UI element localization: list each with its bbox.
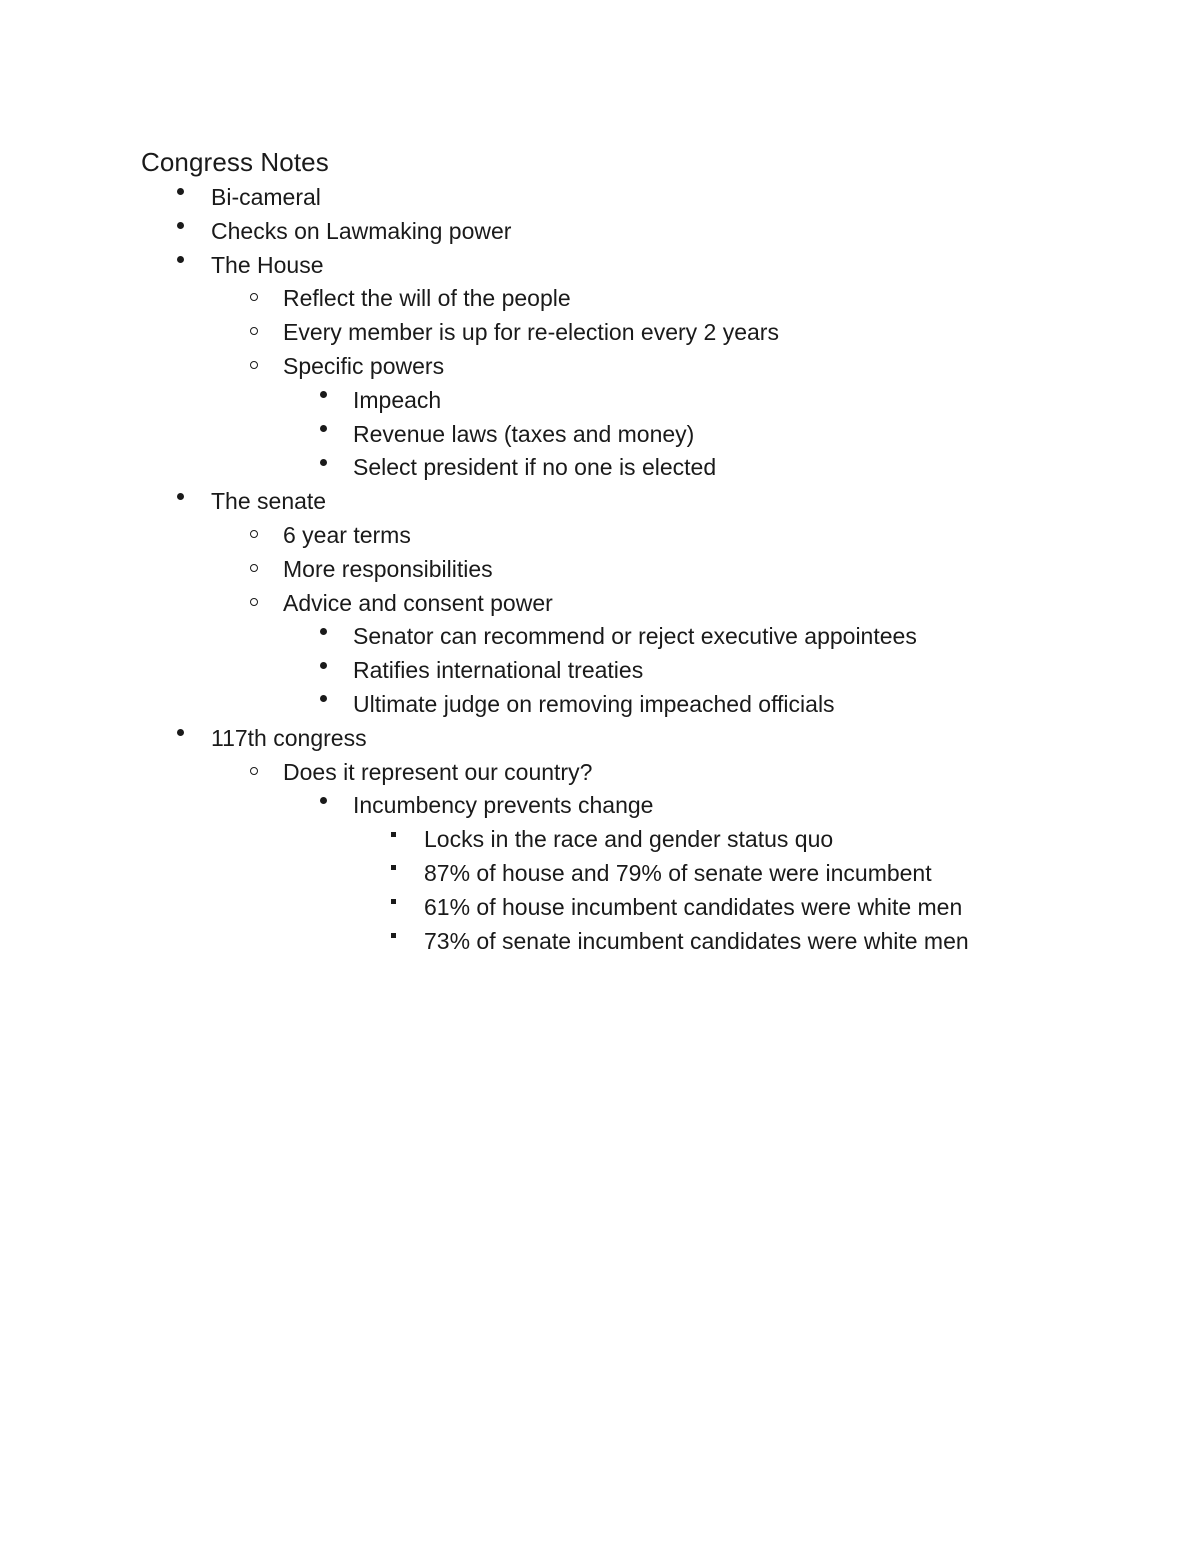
list-item: [0, 653, 1200, 687]
disc-bullet-icon: [172, 214, 188, 248]
list-item: [0, 755, 1200, 789]
circle-bullet-icon: [246, 586, 262, 620]
list-item: [0, 484, 1200, 518]
list-item-text: 6 year terms: [283, 522, 411, 548]
circle-bullet-icon: [246, 349, 262, 383]
list-item-text: 61% of house incumbent candidates were white men: [424, 893, 963, 920]
list-item: [0, 890, 1200, 924]
list-item: [0, 383, 1200, 417]
list-item: [0, 619, 1200, 653]
list-item: [0, 552, 1200, 586]
list-item-text: Does it represent our country?: [283, 758, 593, 785]
list-item-text: Reflect the will of the people: [283, 285, 571, 312]
circle-bullet-icon: [246, 518, 262, 552]
list-item: [0, 180, 1200, 214]
list-item-text: Every member is up for re-election every 2 years: [283, 319, 779, 346]
list-item: [0, 518, 1200, 552]
square-bullet-icon: [385, 890, 401, 924]
square-bullet-icon: [385, 924, 401, 958]
list-item-text: The senate: [211, 488, 327, 515]
list-item: [0, 349, 1200, 383]
list-item-text: 73% of senate incumbent candidates were white men: [424, 927, 969, 954]
list-item: [0, 687, 1200, 721]
disc-bullet-icon: [172, 248, 188, 282]
list-item: [0, 586, 1200, 620]
list-item-text: Checks on Lawmaking power: [211, 217, 512, 244]
list-item-text: Incumbency prevents change: [353, 792, 654, 819]
list-item-text: Locks in the race and gender status quo: [424, 826, 834, 853]
disc-bullet-icon: [172, 484, 188, 518]
circle-bullet-icon: [246, 281, 262, 315]
list-item: [0, 822, 1200, 856]
disc-bullet-icon: [315, 383, 331, 417]
square-bullet-icon: [385, 822, 401, 856]
list-item: [0, 214, 1200, 248]
disc-bullet-icon: [315, 653, 331, 687]
list-item: [0, 315, 1200, 349]
list-item: [0, 248, 1200, 282]
list-item-text: Advice and consent power: [283, 589, 553, 616]
circle-bullet-icon: [246, 552, 262, 586]
disc-bullet-icon: [315, 687, 331, 721]
list-item-text: Select president if no one is elected: [353, 454, 717, 481]
list-item-text: Revenue laws (taxes and money): [353, 420, 695, 447]
list-item: [0, 721, 1200, 755]
list-item-text: 117th congress: [211, 724, 367, 751]
list-item-text: Ratifies international treaties: [353, 657, 644, 684]
list-item-text: Specific powers: [283, 353, 445, 379]
disc-bullet-icon: [172, 721, 188, 755]
disc-bullet-icon: [315, 619, 331, 653]
list-item-text: Senator can recommend or reject executive appointees: [353, 623, 917, 650]
list-item-text: The House: [211, 251, 324, 278]
disc-bullet-icon: [315, 450, 331, 484]
list-item-text: Bi-cameral: [211, 184, 321, 210]
list-item-text: Impeach: [353, 386, 442, 413]
disc-bullet-icon: [315, 788, 331, 822]
circle-bullet-icon: [246, 755, 262, 789]
square-bullet-icon: [385, 856, 401, 890]
list-item: [0, 450, 1200, 484]
list-item-text: Ultimate judge on removing impeached officials: [353, 691, 835, 717]
circle-bullet-icon: [246, 315, 262, 349]
disc-bullet-icon: [315, 417, 331, 451]
list-item: [0, 788, 1200, 822]
list-item: [0, 281, 1200, 315]
disc-bullet-icon: [172, 180, 188, 214]
list-item-text: 87% of house and 79% of senate were incumbent: [424, 860, 932, 886]
list-item-text: More responsibilities: [283, 555, 493, 582]
list-item: [0, 924, 1200, 958]
list-item: [0, 856, 1200, 890]
list-item: [0, 417, 1200, 451]
document-title: Congress Notes: [141, 147, 329, 177]
